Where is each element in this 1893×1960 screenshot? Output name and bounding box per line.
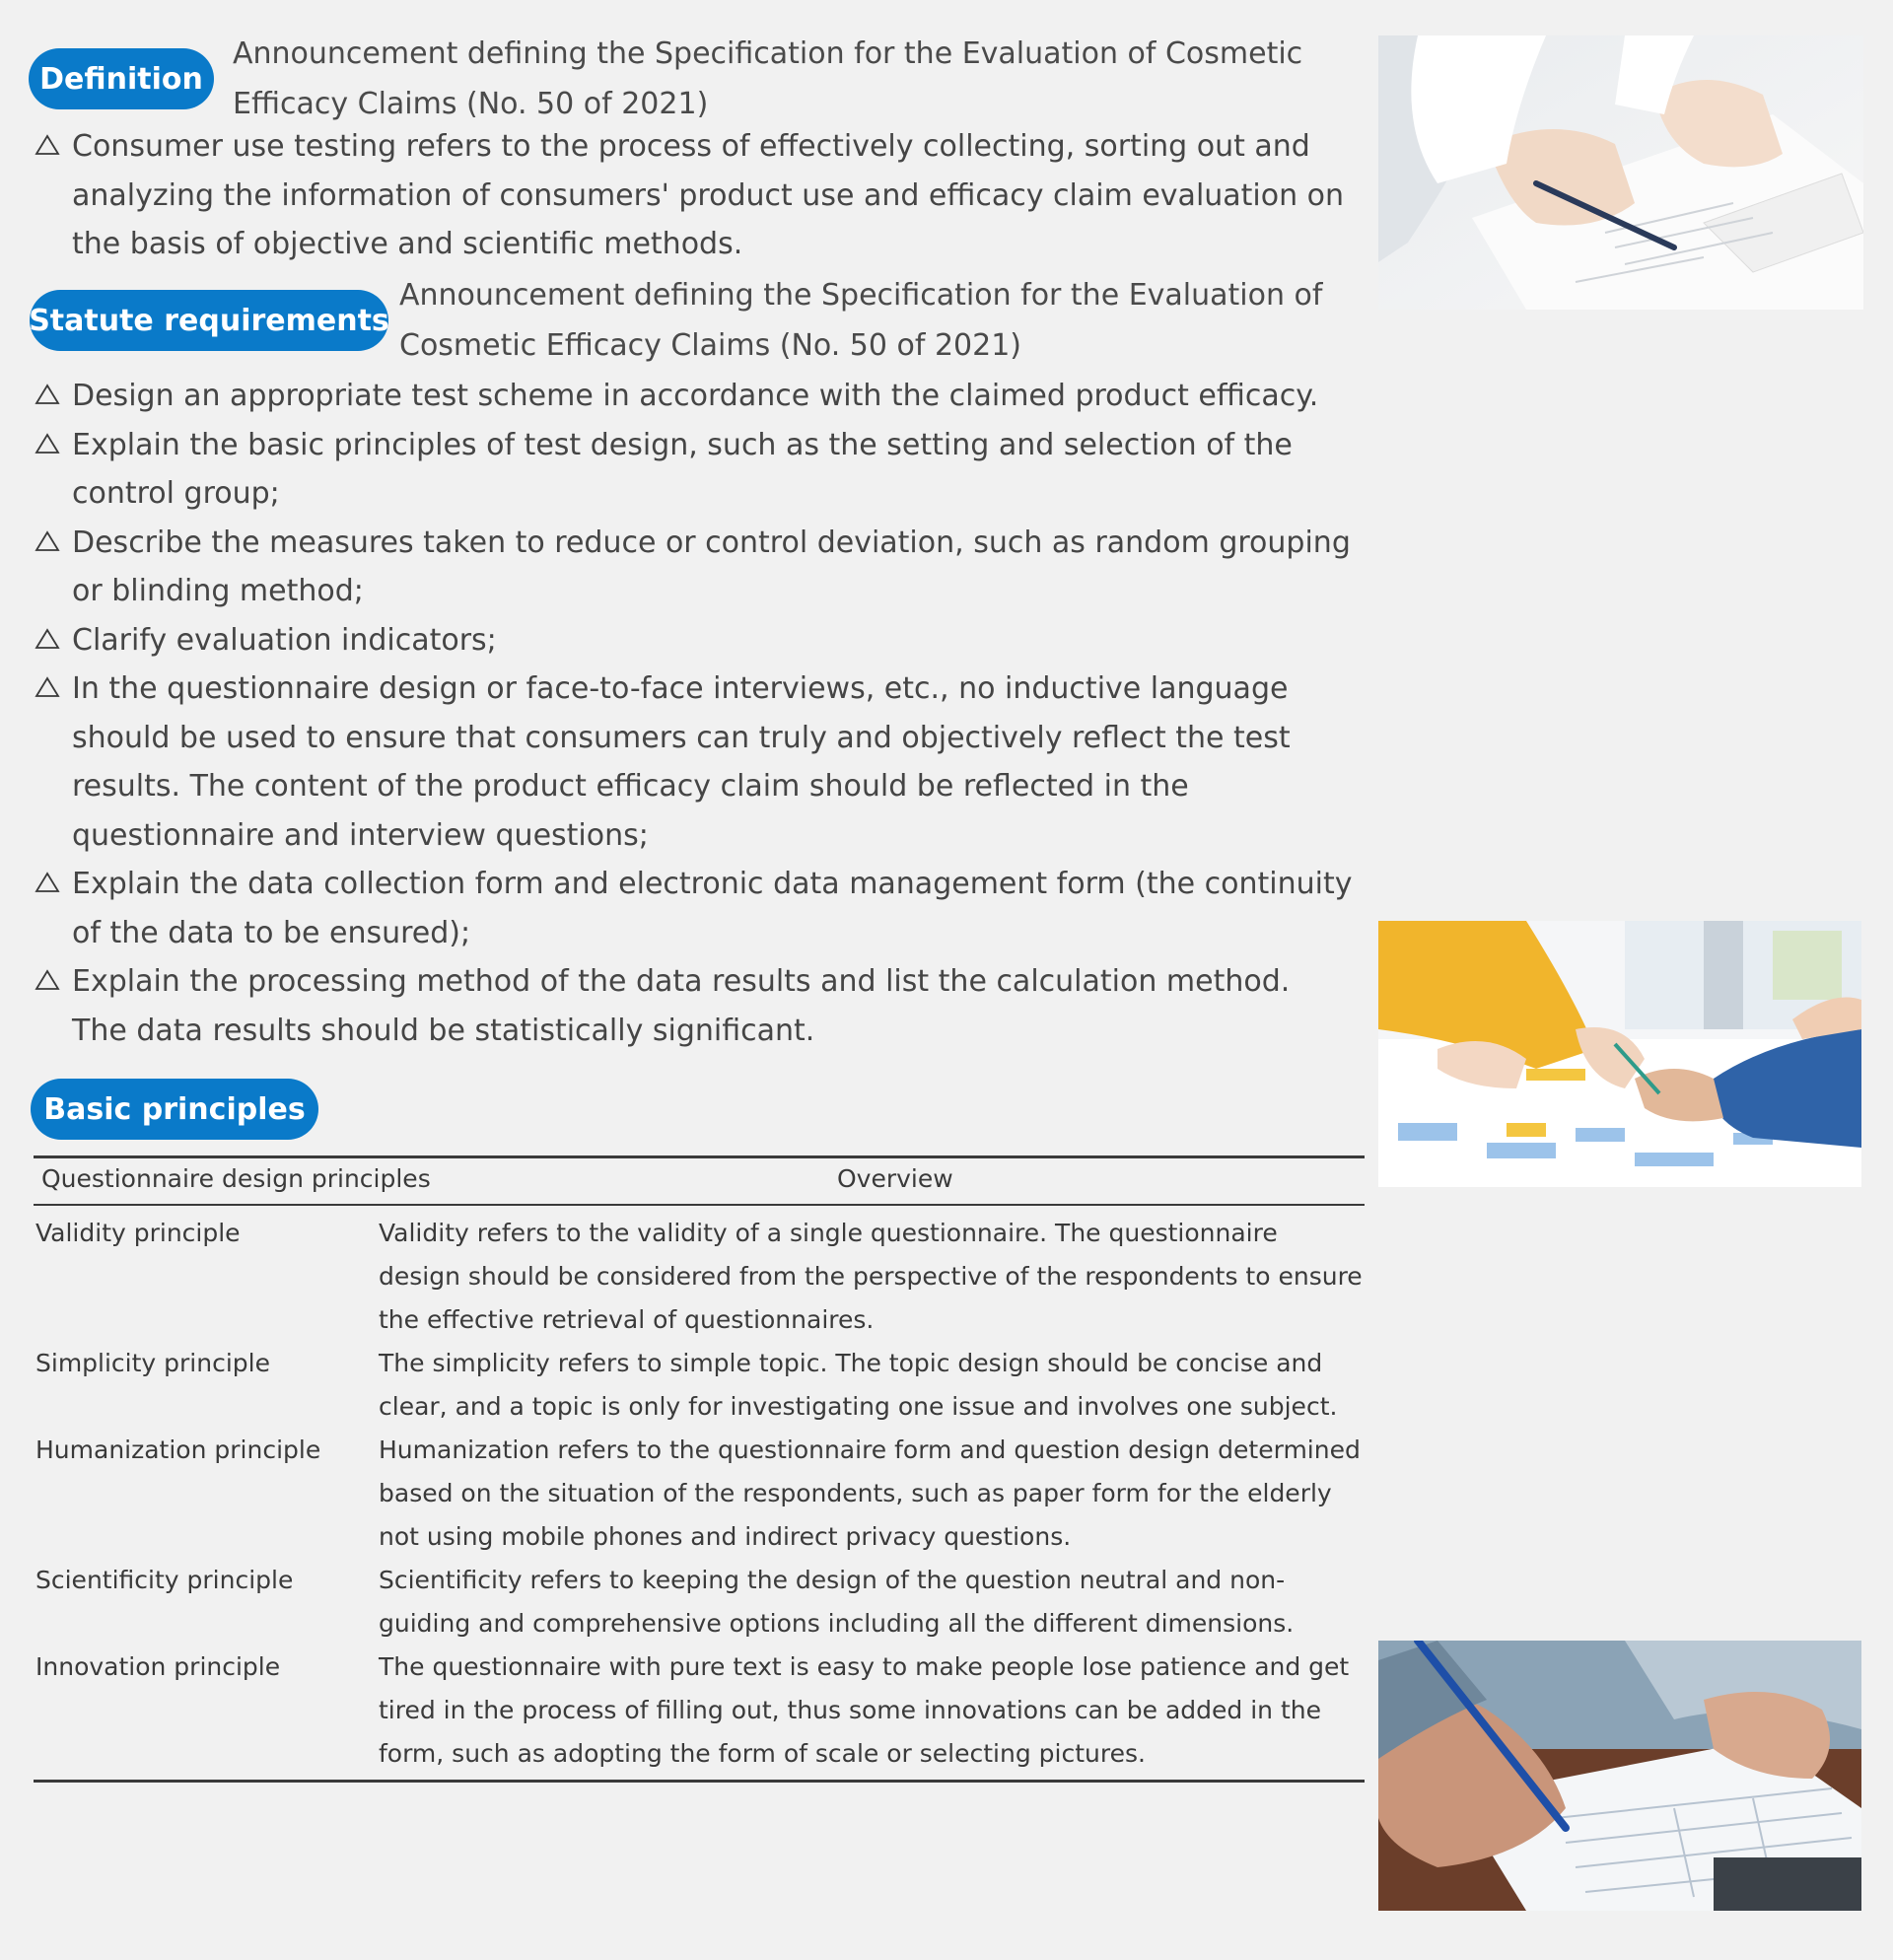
principle-overview: Scientificity refers to keeping the design of the question neutral and non-guiding and comprehensive options including all the different dimensions. xyxy=(379,1566,1295,1638)
team-discussion-photo xyxy=(1378,921,1861,1187)
statute-bullet xyxy=(33,665,1354,860)
definition-bullets xyxy=(33,122,1349,269)
writing-on-paper-photo xyxy=(1378,35,1863,310)
statute-bullet-text: Clarify evaluation indicators; xyxy=(72,622,497,658)
table-header-principles: Questionnaire design principles xyxy=(41,1164,431,1193)
statute-heading xyxy=(399,270,1366,371)
statute-bullet-text: Design an appropriate test scheme in accordance with the claimed product efficacy. xyxy=(72,379,1319,413)
principle-name: Simplicity principle xyxy=(35,1349,270,1377)
statute-heading-line1: Announcement defining the Specification for the Evaluation of xyxy=(399,278,1323,313)
principle-name: Validity principle xyxy=(35,1219,241,1247)
table-row xyxy=(34,1429,1365,1559)
principle-overview: Validity refers to the validity of a single questionnaire. The questionnaire design should be considered from the perspective of the respondents to ensure the effective retrieval of questionnaires. xyxy=(379,1219,1363,1334)
filling-form-photo xyxy=(1378,1641,1861,1911)
definition-bullet xyxy=(33,122,1349,269)
statute-bullet xyxy=(33,957,1354,1055)
table-row xyxy=(34,1342,1365,1429)
principle-overview: The simplicity refers to simple topic. The topic design should be concise and clear, and a topic is only for investigating one issue and involves one subject. xyxy=(379,1349,1338,1421)
statute-bullet-text: Explain the basic principles of test design, such as the setting and selection of the control group; xyxy=(72,427,1293,511)
statute-requirements-badge: Statute requirements xyxy=(30,290,388,351)
statute-bullet xyxy=(33,519,1354,616)
definition-heading xyxy=(233,29,1367,129)
statute-bullet xyxy=(33,860,1354,957)
statute-bullet xyxy=(33,421,1354,519)
triangle-outline-icon xyxy=(35,871,60,894)
triangle-outline-icon xyxy=(35,968,60,992)
table-header xyxy=(34,1158,1365,1206)
table-row xyxy=(34,1559,1365,1645)
table-bottom-rule xyxy=(34,1780,1365,1783)
definition-heading-line2: Efficacy Claims (No. 50 of 2021) xyxy=(233,87,709,121)
principle-name: Scientificity principle xyxy=(35,1566,294,1594)
basic-principles-badge: Basic principles xyxy=(31,1079,318,1140)
statute-bullet-text: Explain the data collection form and electronic data management form (the continuity of the data to be ensured); xyxy=(72,867,1353,950)
definition-bullet-text: Consumer use testing refers to the process of effectively collecting, sorting out and analyzing the information of consumers' product use and efficacy claim evaluation on the basis of objective and scientific methods. xyxy=(72,129,1345,261)
statute-heading-line2: Cosmetic Efficacy Claims (No. 50 of 2021) xyxy=(399,328,1022,363)
definition-heading-line1: Announcement defining the Specification for the Evaluation of Cosmetic xyxy=(233,36,1303,71)
triangle-outline-icon xyxy=(35,383,60,406)
principle-name: Humanization principle xyxy=(35,1435,321,1464)
statute-bullet xyxy=(33,616,1354,665)
statute-bullet-text: Explain the processing method of the data results and list the calculation method. The data results should be statistically significant. xyxy=(72,964,1291,1048)
triangle-outline-icon xyxy=(35,529,60,553)
triangle-outline-icon xyxy=(35,133,60,157)
principle-name: Innovation principle xyxy=(35,1652,281,1681)
table-row xyxy=(34,1645,1365,1776)
triangle-outline-icon xyxy=(35,675,60,699)
table-row xyxy=(34,1212,1365,1342)
statute-bullet xyxy=(33,372,1354,421)
statute-bullet-text: In the questionnaire design or face-to-face interviews, etc., no inductive language should be used to ensure that consumers can truly and objectively reflect the test results. The content of the product efficacy claim should be reflected in the questionnaire and interview questions; xyxy=(72,671,1291,853)
statute-bullet-text: Describe the measures taken to reduce or control deviation, such as random grouping or blinding method; xyxy=(72,525,1351,608)
principle-overview: Humanization refers to the questionnaire form and question design determined based on the situation of the respondents, such as paper form for the elderly not using mobile phones and indirect privacy questions. xyxy=(379,1435,1361,1551)
triangle-outline-icon xyxy=(35,627,60,651)
triangle-outline-icon xyxy=(35,432,60,455)
definition-badge: Definition xyxy=(29,48,214,109)
table-header-overview: Overview xyxy=(837,1164,953,1193)
principles-table xyxy=(34,1155,1365,1783)
statute-bullets xyxy=(33,372,1354,1055)
principle-overview: The questionnaire with pure text is easy to make people lose patience and get tired in the process of filling out, thus some innovations can be added in the form, such as adopting the form of scale or selecting pictures. xyxy=(379,1652,1350,1768)
